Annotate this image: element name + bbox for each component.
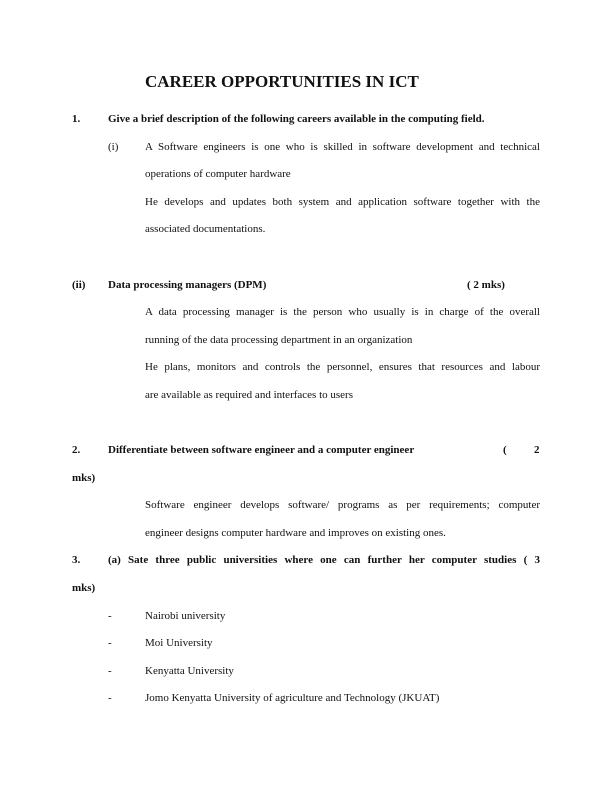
university-item-2: Moi University [145,637,213,649]
q2-marks-close: mks) [72,472,96,484]
q2-number: 2. [72,444,81,456]
q2-answer-line-1: Software engineer develops software/ programs as per requirements; computer [145,499,540,511]
page-title: CAREER OPPORTUNITIES IN ICT [145,72,419,91]
q1-i-line-3: He develops and updates both system and application software together with the [145,196,540,208]
q2-marks-open: ( [503,444,507,456]
q2-question: Differentiate between software engineer and a computer engineer [108,444,415,456]
q1-ii-line-1: A data processing manager is the person who usually is in charge of the overall [145,306,540,318]
q2-marks-num: 2 [534,444,540,456]
q1-ii-line-2: running of the data processing department in an organization [145,334,413,346]
q1-ii-label: (ii) [72,279,86,291]
q3-marks-close: mks) [72,582,96,594]
list-bullet: - [108,610,112,622]
list-bullet: - [108,665,112,677]
q1-ii-marks: ( 2 mks) [467,279,505,291]
q1-i-label: (i) [108,141,119,153]
q1-i-line-2: operations of computer hardware [145,168,291,180]
q1-ii-heading: Data processing managers (DPM) [108,279,267,291]
q3-question: (a) Sate three public universities where one can further her computer studies ( 3 [108,554,540,566]
q1-question: Give a brief description of the following careers available in the computing field. [108,113,485,125]
list-bullet: - [108,637,112,649]
q1-ii-line-3: He plans, monitors and controls the personnel, ensures that resources and labour [145,361,540,373]
university-item-3: Kenyatta University [145,665,234,677]
q1-i-line-4: associated documentations. [145,223,266,235]
university-item-4: Jomo Kenyatta University of agriculture and Technology (JKUAT) [145,692,440,704]
q1-number: 1. [72,113,81,125]
q1-ii-line-4: are available as required and interfaces to users [145,389,353,401]
list-bullet: - [108,692,112,704]
university-item-1: Nairobi university [145,610,226,622]
q3-number: 3. [72,554,81,566]
q1-i-line-1: A Software engineers is one who is skilled in software development and technical [145,141,540,153]
q2-answer-line-2: engineer designs computer hardware and improves on existing ones. [145,527,446,539]
